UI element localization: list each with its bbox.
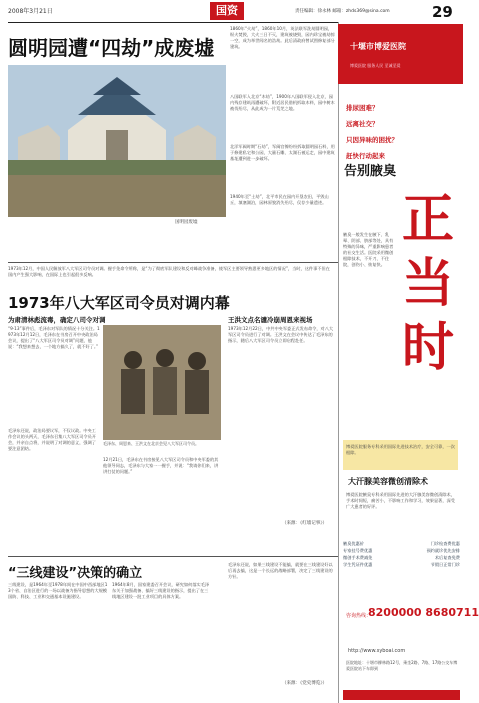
photo-caption: 1973年12月，中国人民解放军八大军区司令员对调。握手免命令所称，是“为了彻底军队建设和反对峰战争准备，使军区主要领导熟悉更多地区的情况”，当时，这件事不但在国内产生强大影响，在国际上也引起很多反响。 [8,266,330,277]
article1-col-b: 八国联军入北京“木劫”，1900年八国联军侵入北京，园内残存建筑再遭破坏，附近居民借机拆取木料，园中树木被伐殆尽，从此成为一片荒芜之地。 [230,94,335,111]
ad-phone-label: 咨询热线： [346,613,372,619]
ad-procedure-title: 大汗腺美容微创清除术 [348,477,428,486]
ad-big-char: 正 [401,190,454,250]
article1-col-a: 1860年“火劫”，1860年10月，英法联军洗劫圆明园，纵火焚毁，大火三日不灭，建筑被烧毁，园内珍宝被劫掠一空，成为举世闻名的浩劫。此后清政府曾试图修复部分建筑。 [230,26,335,49]
hospital-name: 十堰市博爱医院 [350,42,406,51]
ad-address: 医院地址：十堰市柳林路12号，乘坐2路、7路、17路公交车博爱医院站下车即到 [346,660,458,671]
ad-phone-number[interactable]: 8200000 8680711 [368,606,479,619]
ad-offer-row: 专家挂号费优惠 预约就诊优先安排 [343,548,460,553]
section-badge: 国资 [210,2,244,20]
article3-col-c: 毛泽东还说，如果三线建设不能搞，就要在三线建设好以后再去搞，这是一个长远的战略部署，决定了三线建设的方针。 [228,562,333,579]
hospital-slogan: 博爱医院 服务人民 至诚至爱 [350,63,401,68]
ad-big-characters [396,188,460,456]
ad-question: 赶快行动起来 [346,152,385,160]
article2-col-a: “9·13”事件后，毛泽东对军队的情况十分关注。1973年12月12日，毛泽东在书房召开中央政治局会议，提出了“八大军区司令员对调”问题，他说：“我想来想去，一个地方搞久了，就不好了。” [8,326,100,349]
ad-question: 只因异味的困扰？ [346,136,398,144]
section-rule [8,262,338,263]
article2-col-d: 1973年12月22日，中共中央军委正式发布命令，对八大军区司令员进行了对调。王洪文在会议中传达了毛泽东的指示，随后八大军区司令员立即启程赴任。 [228,326,334,343]
article2-col-b: 毛泽东还说，政治局要议军，不仅议政。中央工作会议的头两天，毛泽东召集八大军区司令员开会，并亲自点将，并说明了对调的意义，强调了要注意团结。 [8,428,96,451]
ad-question: 排尿困难？ [346,104,379,112]
leaders-photo-caption: 毛泽东、周恩来、王洪文在北京会见八大军区司令员。 [103,441,199,446]
ad-side-text: 腋臭一般发生在腋下、乳晕、阴部、脐部等处，具有特殊的异味，严重影响患者的社交生活。医院采用微创根除技术，不开刀、不住院，创伤小、恢复快。 [343,232,394,267]
page-number: 29 [432,3,453,21]
ad-offer-table [343,540,460,568]
editor-credit: 责任编辑：徐永林 邮箱：zhds369@sina.com [295,9,390,14]
article3-title: “三线建设”决策的确立 [8,566,143,581]
article1-col-d: 1940年至“土劫”，北平市民在园内开垦农田，平毁山丘，填塞湖泊，园林原貌消失殆尽，仅存少量遗迹。 [230,194,329,205]
ad-header-banner [338,24,463,84]
leaders-photo [103,325,221,440]
ad-big-title: 告别腋臭 [344,164,397,179]
ad-yellow-text: 博爱医院服务专科采用国际先进技术治疗，安全可靠，一次根除。 [346,444,455,455]
ad-website-link[interactable]: http://www.syboai.com [348,648,406,654]
article3-col-b: 1964年8月，国家建委召开会议，研究如何落实毛泽东关于加强战备、搞好三线建设的指示，提出了在三线地区建设一批工业项目的具体方案。 [112,582,210,599]
page-header [0,0,463,22]
article3-col-a: 三线建设，是1964年至1978年间在中国中西部地区13个省、自治区进行的一场以战备为指导思想的大规模国防、科技、工业和交通基本设施建设。 [8,582,108,599]
article2-subhead-right: 王洪文点名谴冷崩周恩来视场 [228,316,313,324]
palace-photo [8,65,226,217]
ad-offer-row: 腋臭优惠价 门诊检查费优惠 [343,541,460,546]
ad-bottom-strip [343,690,460,700]
article1-col-c: 北洋军阀时期“石劫”，军阀官僚纷纷拆取圆明园石料，用于修建私宅和公园，大量石雕、太湖石被运走，园中建筑基址遭到进一步破坏。 [230,144,335,161]
ad-procedure-text: 博爱医院腋臭专科采用国际先进的大汗腺美容微创清除术，手术时间短，痛苦小，不影响工作和学习，效果显著，深受广大患者的好评。 [346,492,455,509]
ad-big-char: 当 [401,254,454,314]
ad-offer-row: 微创手术费减免 术后复查免费 [343,555,460,560]
column-divider [338,22,339,703]
article2-col-c: 12月21日，毛泽东在书房接见八大军区司令员和中央军委的其他领导同志，毛泽东与大家一一握手，并说：“我请你们来，讲讲打仗的问题。” [103,457,219,474]
section-rule-2 [8,556,338,557]
ad-big-char: 时 [401,318,454,378]
article3-source: （来源：《党史博览》） [282,681,327,686]
article2-title: 1973年八大军区司令员对调内幕 [8,294,230,312]
ad-offer-row: 学生凭证件优惠 节假日正常门诊 [343,562,460,567]
ad-question-list [346,100,456,164]
date-label: 2008年3月21日 [8,8,53,15]
article2-source: （来源：《红墙记事》） [282,521,327,526]
article1-title: 圆明园遭“四劫”成废墟 [8,36,215,60]
photo-credit: 国明园废墟 [175,220,198,225]
header-rule [8,22,338,23]
ad-question: 远离社交？ [346,120,379,128]
article2-subhead-left: 为肃清林彪流毒，确定八司令对调 [8,316,106,324]
